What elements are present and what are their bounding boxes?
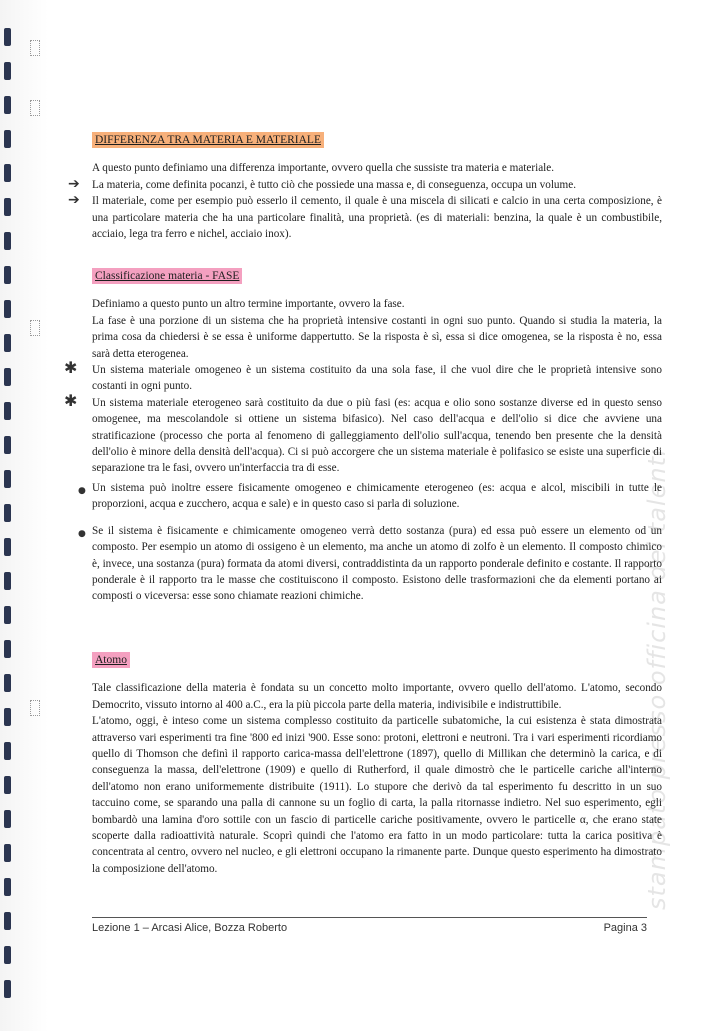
footer-divider xyxy=(92,917,647,918)
star-mark-icon: ✱ xyxy=(64,358,78,378)
paragraph: L'atomo, oggi, è inteso come un sistema complesso costituito da particelle subatomiche, la cui esistenza è stata dimostrata attraverso vari esperimenti tra fine '800 ed inizi '900. Esse sono: protoni, elettroni e neutroni. Tra i vari esperimenti ricordiamo quello di Thomson che definì il rapporto carica-massa dell'elettrone (1897), quello di Millikan che determinò la carica, e di conseguenza la massa, dell'elettrone (1909) e quello di Rutherford, il quale dimostrò che le particelle cariche all'interno dell'atomo non erano uniformemente distribuite (1911). Lo stupore che derivò da tal esperimento fu descritto in un suo taccuino come, se sparando una palla di cannone su un foglio di carta, la palla ritornasse indietro. Nel suo esperimento, egli bombardò una lamina d'oro sottile con un fascio di particelle cariche positivamente, ovvero le particelle α, che erano state scoperte dalla radioattività naturale. Scoprì quindi che l'atomo era fatto in un modo particolare: tutta la carica positiva è concentrata al centro, ovvero nel nucleo, e gli elettroni occupano la rimanente parte. Dunque questo esperimento ha dimostrato la composizione dell'atomo. xyxy=(92,715,662,875)
arrow-mark-icon: ➔ xyxy=(68,192,80,209)
paragraph: A questo punto definiamo una differenza importante, ovvero quella che sussiste tra materia e materiale. xyxy=(92,162,555,175)
paragraph: Un sistema può inoltre essere fisicamente omogeneo e chimicamente eterogeneo (es: acqua e alcol, miscibili in tutte le proporzioni, acqua e zucchero, acqua e sale) e in questo caso si parla di soluzione. xyxy=(92,481,662,511)
bullet-dot-icon: ● xyxy=(78,528,86,539)
paragraph: Un sistema materiale eterogeneo sarà costituito da due o più fasi (es: acqua e olio sono sostanze diverse ed in questo senso omogenee, ma mescolandole si ottiene un sistema bifasico). Nel caso dell'acqua e dell'olio si dice che avviene una stratificazione (processo che porta al fenomeno di galleggiamento dell'olio sull'acqua, tenendo ben presente che la densità dell'olio è minore della densità dell'acqua). Ci si può accorgere che un sistema materiale è polifasico se esiste una superficie di separazione tra le fasi, ovvero un'interfaccia tra di esse. xyxy=(92,396,662,475)
arrow-mark-icon: ➔ xyxy=(68,175,80,192)
document-page xyxy=(48,0,708,1031)
paragraph: Un sistema materiale omogeneo è un sistema costituito da una sola fase, il che vuol dire che le proprietà intensive sono costanti in ogni punto. xyxy=(92,364,662,393)
paragraph: Tale classificazione della materia è fondata su un concetto molto importante, ovvero quello dell'atomo. L'atomo, secondo Democrito, vissuto intorno al 400 a.C., era la più piccola parte della materia, indivisibile e indistruttibile. xyxy=(92,682,662,711)
paragraph: Se il sistema è fisicamente e chimicamente omogeneo verrà detto sostanza (pura) ed essa può essere un elemento od un composto. Per esempio un atomo di ossigeno è un elemento, ma anche un atomo di zolfo è un elemento. Il composto chimico è, invece, una sostanza (pura) formata da atomi diversi, contraddistinta da un rapporto ponderale definito e costante. Il rapporto ponderale è il rapporto tra le masse che costituiscono il composto. Esistono delle trasformazioni che da elementi portano ai composti o viceversa: esse sono chiamate reazioni chimiche. xyxy=(92,524,662,603)
paragraph: Il materiale, come per esempio può esserlo il cemento, il quale è una miscela di silicati e calcio in una certa composizione, è una particolare materia che ha una particolare finalità, una proprietà. (es di materiali: benzina, la quale è un combustibile, acciaio, lega tra ferro e nichel, acciaio inox). xyxy=(92,195,662,241)
binder-edge xyxy=(0,0,48,1031)
footer-authors: Lezione 1 – Arcasi Alice, Bozza Roberto xyxy=(92,922,288,934)
section-atomo xyxy=(92,652,662,877)
watermark: stampato presso officina dei talenti xyxy=(643,448,671,910)
paragraph: La materia, come definita pocanzi, è tutto ciò che possiede una massa e, di conseguenza, occupa un volume. xyxy=(92,178,576,191)
paragraph: La fase è una porzione di un sistema che ha proprietà intensive costanti in ogni suo punto. Quando si studia la materia, la prima cosa da chiedersi è se essa è uniforme dappertutto. Se la risposta è sì, essa si dice omogenea, se la risposta è no, essa sarà detta eterogenea. xyxy=(92,314,662,360)
section-heading: Classificazione materia - FASE xyxy=(92,268,242,284)
bullet-dot-icon: ● xyxy=(78,485,86,496)
section-classificazione-fase xyxy=(64,268,662,605)
section-heading: Atomo xyxy=(92,652,130,668)
star-mark-icon: ✱ xyxy=(64,390,78,410)
paragraph: Definiamo a questo punto un altro termine importante, ovvero la fase. xyxy=(92,298,405,311)
page-number: Pagina 3 xyxy=(603,922,647,934)
section-heading: DIFFERENZA TRA MATERIA E MATERIALE xyxy=(92,132,324,148)
section-materia-materiale xyxy=(68,132,662,242)
